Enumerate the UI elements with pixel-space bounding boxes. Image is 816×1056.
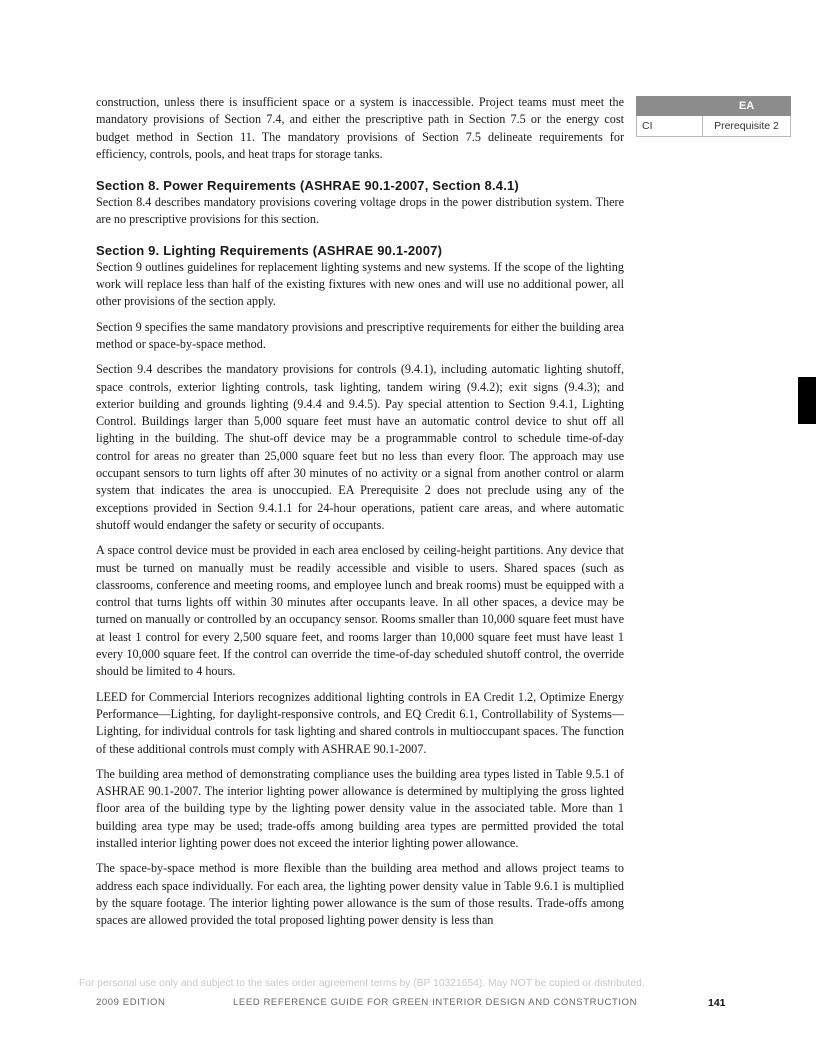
- credit-sidebar-table: [636, 96, 791, 137]
- credit-cell: Prerequisite 2: [714, 120, 779, 132]
- main-text-column: [96, 94, 624, 937]
- section-9-paragraph-5: LEED for Commercial Interiors recognizes additional lighting controls in EA Credit 1.2, Optimize Energy Performance—Lighting, for daylight-responsive controls, and EQ Credit 6.1, Controllability of Systems—Lighting, for individual controls for task lighting and shared controls in multioccupant spaces. The function of these additional controls must comply with ASHRAE 90.1-2007.: [96, 689, 624, 756]
- section-edge-tab: [798, 377, 816, 424]
- section-9-paragraph-6: The building area method of demonstrating compliance uses the building area types listed in Table 9.5.1 of ASHRAE 90.1-2007. The interior lighting power allowance is determined by multiplying the gross lighted floor area of the building type by the lighting power density value in the associated table. More than 1 building area type may be used; trade-offs among building area types are permitted provided the total installed interior lighting power does not exceed the interior lighting power allowance.: [96, 766, 624, 850]
- intro-paragraph: construction, unless there is insufficient space or a system is inaccessible. Project teams must meet the mandatory provisions of Section 7.4, and either the prescriptive path in Section 7.5 or the energy cost budget method in Section 11. The mandatory provisions of Section 7.5 delineate requirements for efficiency, controls, pools, and heat traps for storage tanks.: [96, 95, 624, 161]
- rating-system-cell: CI: [637, 116, 703, 136]
- section-9-paragraph-3: Section 9.4 describes the mandatory provisions for controls (9.4.1), including automatic lighting shutoff, space controls, exterior lighting controls, task lighting, tandem wiring (9.4.2); exit signs (9.4.3); and exterior building and grounds lighting (9.4.4 and 9.4.5). Pay special attention to Section 9.4.1, Lighting Control. Buildings larger than 5,000 square feet must have an automatic control device to shut off all lighting in the building. The shut-off device may be a programmable control to schedule time-of-day control for areas no greater than 25,000 square feet but no less than every floor. The approach may use occupant sensors to turn lights off after 30 minutes of no activity or a signal from another control or alarm system that indicates the area is unoccupied. EA Prerequisite 2 does not preclude using any of the exceptions provided in Section 9.4.1.1 for 24-hour operations, patient care areas, and where automatic shutoff would endanger the safety or security of occupants.: [96, 362, 624, 532]
- section-9-paragraph-7: The space-by-space method is more flexible than the building area method and allows project teams to address each space individually. For each area, the lighting power density value in Table 9.6.1 is multiplied by the square footage. The interior lighting power allowance is the sum of those results. Trade-offs among spaces are allowed provided the total proposed lighting power density is less than: [96, 861, 624, 928]
- page-number: 141: [708, 997, 726, 1009]
- footer-edition: 2009 EDITION: [96, 997, 166, 1008]
- section-9-paragraph-1: Section 9 outlines guidelines for replacement lighting systems and new systems. If the scope of the lighting work will replace less than half of the existing fixtures with new ones and will use no additional power, all other provisions of the section apply.: [96, 259, 624, 309]
- footer-title: LEED REFERENCE GUIDE FOR GREEN INTERIOR DESIGN AND CONSTRUCTION: [233, 997, 638, 1008]
- section-8-paragraph: Section 8.4 describes mandatory provisions covering voltage drops in the power distribution system. There are no prescriptive provisions for this section.: [96, 195, 624, 227]
- section-8-heading: Section 8. Power Requirements (ASHRAE 90.1-2007, Section 8.4.1): [96, 178, 519, 194]
- section-9-paragraph-4: A space control device must be provided in each area enclosed by ceiling-height partitions. Any device that must be turned on manually must be readily accessible and visible to users. Shared spaces (such as classrooms, conference and meeting rooms, and employee lunch and break rooms) must be equipped with a control that turns lights off within 30 minutes after occupants leave. In all other spaces, a device may be turned on manually or controlled by an occupancy sensor. Rooms smaller than 10,000 square feet must have at least 1 control for every 2,500 square feet, and rooms larger than 10,000 square feet must have least 1 every 10,000 square feet. If the control can override the time-of-day scheduled shutoff control, the override should be limited to 4 hours.: [96, 543, 624, 679]
- section-9-heading: Section 9. Lighting Requirements (ASHRAE 90.1-2007): [96, 242, 443, 258]
- watermark-text: For personal use only and subject to the sales order agreement terms by (BP 10321654). May NOT be copied or distributed.: [79, 978, 645, 989]
- credit-row: [636, 116, 791, 137]
- section-9-paragraph-2: Section 9 specifies the same mandatory provisions and prescriptive requirements for either the building area method or space-by-space method.: [96, 319, 624, 351]
- credit-category-header: EA: [636, 96, 791, 116]
